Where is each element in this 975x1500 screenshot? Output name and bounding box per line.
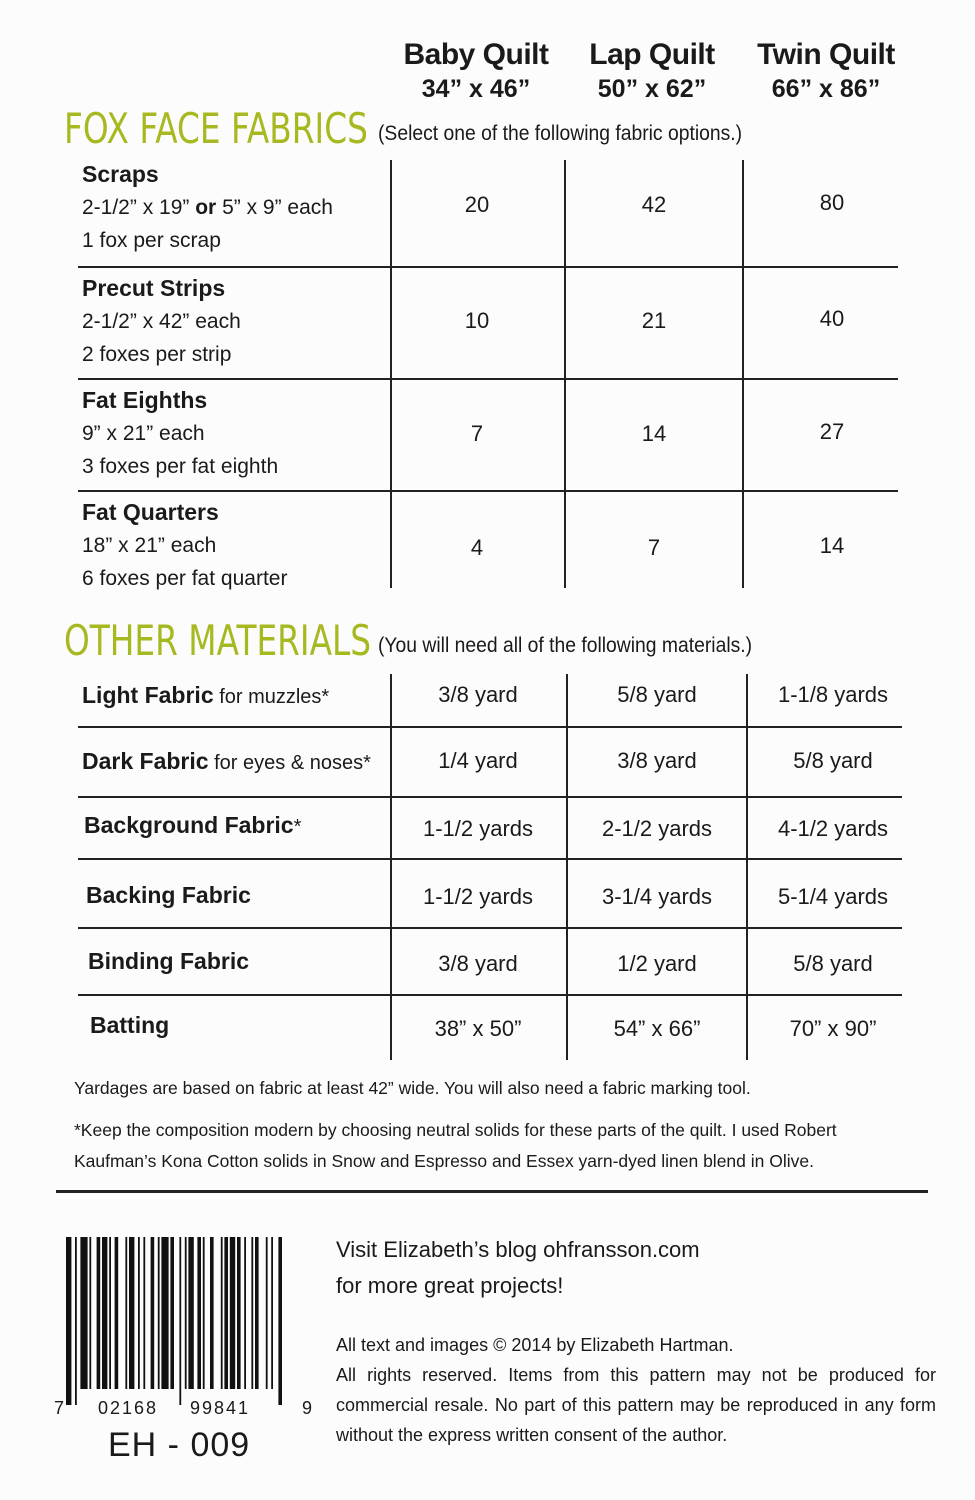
cell-value: 2-1/2 yards: [601, 816, 713, 841]
cell-value: 3/8 yard: [438, 951, 518, 976]
barcode: [66, 1237, 302, 1405]
material-backing-fabric: [86, 882, 251, 909]
barcode-left-digits: 02168: [98, 1398, 159, 1418]
visit-line: Visit Elizabeth’s blog ohfransson.com: [336, 1237, 700, 1262]
material-suffix: for eyes & noses*: [214, 752, 371, 774]
material-background-fabric: [84, 812, 301, 839]
cell-value: 4: [470, 535, 484, 560]
row-detail: 2 foxes per strip: [82, 343, 232, 366]
row-detail: 18” x 21” each: [82, 534, 217, 557]
row-name: Scraps: [82, 161, 159, 187]
rights-notice: All rights reserved. Items from this pattern may not be produced for commercial resale. No part of this pattern may be reproduced in any form without the express written consent of the author.: [336, 1365, 936, 1445]
cell-value: 7: [470, 421, 484, 446]
row-detail: 3 foxes per fat eighth: [82, 455, 279, 478]
row-detail: 1 fox per scrap: [82, 229, 221, 252]
cell-value: 54” x 66”: [613, 1016, 701, 1041]
barcode-right-digits: 99841: [190, 1398, 251, 1418]
divider: [78, 994, 902, 996]
material-name: Light Fabric: [82, 682, 214, 708]
barcode-last-digit: 9: [302, 1398, 313, 1418]
cell-value: 27: [819, 419, 845, 444]
divider: [390, 674, 392, 1060]
row-name: Fat Eighths: [82, 387, 208, 413]
cell-value: 5/8 yard: [617, 682, 697, 707]
column-size: 66” x 86”: [771, 74, 881, 103]
material-light-fabric: [82, 682, 329, 709]
row-detail: 6 foxes per fat quarter: [82, 567, 288, 590]
cell-value: 14: [819, 533, 845, 558]
cell-value: 3-1/4 yards: [601, 884, 713, 909]
cell-value: 38” x 50”: [434, 1016, 522, 1041]
cell-value: 1-1/2 yards: [422, 884, 534, 909]
column-size: 34” x 46”: [421, 74, 531, 103]
yardage-note: Yardages are based on fabric at least 42” wide. You will also need a fabric marking tool.: [74, 1078, 751, 1098]
other-materials-note: (You will need all of the following materials.): [378, 634, 753, 657]
material-name: Batting: [90, 1012, 170, 1038]
divider: [78, 378, 898, 380]
cell-value: 14: [641, 421, 667, 446]
column-size: 50” x 62”: [597, 74, 707, 103]
row-detail: 2-1/2” x 19”: [82, 196, 190, 219]
cell-value: 40: [819, 306, 845, 331]
pattern-code: EH - 009: [108, 1426, 251, 1464]
row-detail: 2-1/2” x 42” each: [82, 310, 241, 333]
cell-value: 5-1/4 yards: [777, 884, 889, 909]
column-header-twin: [740, 36, 912, 105]
material-name: Backing Fabric: [86, 882, 251, 908]
fox-row-precut-strips: [82, 272, 241, 371]
visit-line: for more great projects!: [336, 1273, 564, 1298]
divider: [564, 160, 566, 588]
row-detail-or: or: [195, 196, 217, 219]
fox-row-fat-eighths: [82, 384, 278, 483]
fox-row-fat-quarters: [82, 496, 287, 595]
material-dark-fabric: [82, 748, 371, 775]
divider: [78, 490, 898, 492]
material-name: Binding Fabric: [88, 948, 249, 974]
row-detail: 5” x 9” each: [222, 196, 333, 219]
cell-value: 70” x 90”: [789, 1016, 877, 1041]
cell-value: 1/4 yard: [438, 748, 518, 773]
other-materials-title: OTHER MATERIALS: [64, 616, 372, 665]
divider: [566, 674, 568, 1060]
row-name: Precut Strips: [82, 275, 226, 301]
divider: [390, 160, 392, 588]
cell-value: 1-1/8 yards: [777, 682, 889, 707]
material-name: Background Fabric: [84, 812, 294, 838]
cell-value: 42: [641, 192, 667, 217]
material-suffix: *: [293, 816, 302, 838]
fox-face-note: (Select one of the following fabric options.): [378, 122, 743, 145]
divider: [78, 796, 902, 798]
column-title: Lap Quilt: [589, 38, 715, 71]
cell-value: 21: [641, 308, 667, 333]
material-batting: [90, 1012, 169, 1039]
footnote: *Keep the composition modern by choosing neutral solids for these parts of the quilt. I used Robert Kaufman’s Kona Cotton solids in Snow and Espresso and Essex yarn-dyed linen blend in Olive.: [74, 1120, 837, 1171]
cell-value: 1-1/2 yards: [422, 816, 534, 841]
cell-value: 3/8 yard: [438, 682, 518, 707]
cell-value: 5/8 yard: [793, 951, 873, 976]
divider: [78, 927, 902, 929]
fox-row-scraps: [82, 158, 333, 257]
material-binding-fabric: [88, 948, 249, 975]
column-title: Baby Quilt: [403, 38, 549, 71]
fox-face-title: FOX FACE FABRICS: [64, 104, 368, 153]
column-header-baby: [390, 36, 562, 105]
divider: [78, 266, 898, 268]
row-detail: 9” x 21” each: [82, 422, 205, 445]
cell-value: 3/8 yard: [617, 748, 697, 773]
copyright: All text and images © 2014 by Elizabeth Hartman.: [336, 1335, 734, 1355]
row-name: Fat Quarters: [82, 499, 219, 525]
barcode-first-digit: 7: [54, 1398, 65, 1418]
divider: [746, 674, 748, 1060]
visit-blog: [336, 1232, 700, 1304]
column-header-lap: [566, 36, 738, 105]
cell-value: 4-1/2 yards: [777, 816, 889, 841]
cell-value: 5/8 yard: [793, 748, 873, 773]
cell-value: 80: [819, 190, 845, 215]
cell-value: 1/2 yard: [617, 951, 697, 976]
divider: [78, 726, 902, 728]
footer-divider: [56, 1190, 928, 1193]
column-title: Twin Quilt: [757, 38, 895, 71]
cell-value: 10: [464, 308, 490, 333]
cell-value: 20: [464, 192, 490, 217]
cell-value: 7: [647, 535, 661, 560]
material-name: Dark Fabric: [82, 748, 209, 774]
divider: [742, 160, 744, 588]
material-suffix: for muzzles*: [219, 686, 330, 708]
divider: [78, 858, 902, 860]
